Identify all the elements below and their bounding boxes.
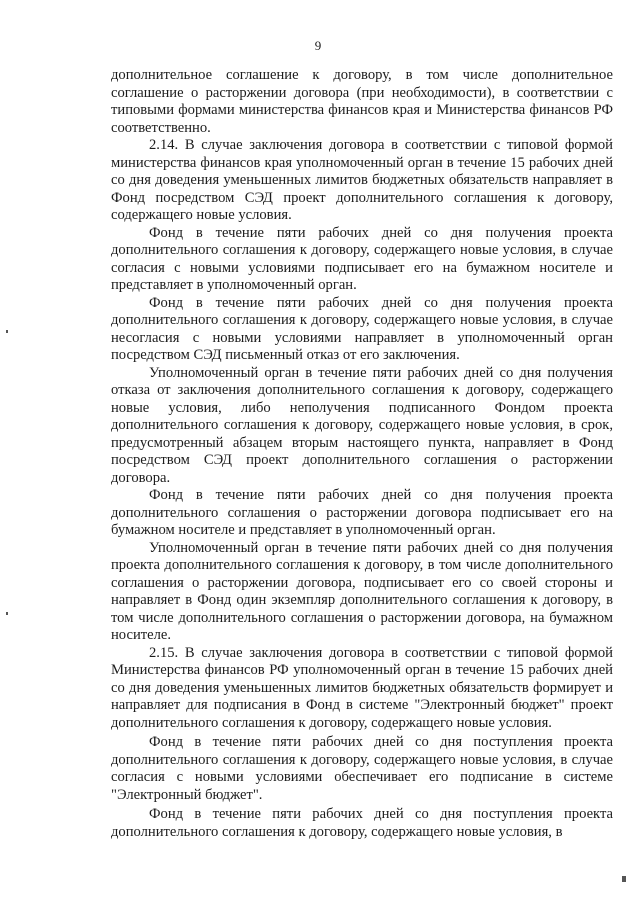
page-number: 9 <box>314 38 322 53</box>
document-body <box>111 67 613 841</box>
scan-artifact-right-bottom <box>622 876 626 882</box>
paragraph-2-15: 2.15. В случае заключения договора в соответствии с типовой формой Министерства финансов РФ уполномоченный орган в течение 15 рабочих дней со дня доведения уменьшенных лимитов бюджетных обязательств формирует и направляет для подписания в Фонд в системе "Электронный бюджет" проект дополнительного соглашения к договору, содержащего новые условия. <box>111 644 613 731</box>
scan-artifact-left-top <box>6 330 8 333</box>
paragraph-3: Фонд в течение пяти рабочих дней со дня получения проекта дополнительного соглашения к договору, содержащего новые условия, в случае согласия с новыми условиями подписывает его на бумажном носителе и представляет в уполномоченный орган. <box>111 224 613 293</box>
paragraph-9: Фонд в течение пяти рабочих дней со дня поступления проекта дополнительного соглашения к договору, содержащего новые условия, в случае согласия с новыми условиями обеспечивает его подписание в системе "Электронный бюджет". <box>111 734 613 803</box>
paragraph-1: дополнительное соглашение к договору, в том числе дополнительное соглашение о расторжении договора (при необходимости), в соответствии с типовыми формами министерства финансов края и Министерства финансов РФ соответственно. <box>111 67 613 136</box>
scan-artifact-left-bottom <box>6 612 8 615</box>
paragraph-6: Фонд в течение пяти рабочих дней со дня получения проекта дополнительного соглашения о расторжении договора подписывает его на бумажном носителе и представляет в уполномоченный орган. <box>111 487 613 538</box>
paragraph-7: Уполномоченный орган в течение пяти рабочих дней со дня получения проекта дополнительного соглашения к договору, в том числе дополнительного соглашения о расторжении договора, подписывает его со своей стороны и направляет в Фонд один экземпляр дополнительного соглашения к договору, в том числе дополнительного соглашения о расторжении договора, на бумажном носителе. <box>111 539 613 643</box>
paragraph-4: Фонд в течение пяти рабочих дней со дня получения проекта дополнительного соглашения к договору, содержащего новые условия, в случае несогласия с новыми условиями направляет в уполномоченный орган посредством СЭД письменный отказ от его заключения. <box>111 294 613 363</box>
paragraph-5: Уполномоченный орган в течение пяти рабочих дней со дня получения отказа от заключения дополнительного соглашения к договору, содержащего новые условия, либо неполучения подписанного Фондом проекта дополнительного соглашения к договору, содержащего новые условия, в срок, предусмотренный абзацем вторым настоящего пункта, направляет в Фонд посредством СЭД проект дополнительного соглашения о расторжении договора. <box>111 364 613 486</box>
paragraph-10: Фонд в течение пяти рабочих дней со дня поступления проекта дополнительного соглашения к договору, содержащего новые условия, в <box>111 806 613 840</box>
paragraph-2-14: 2.14. В случае заключения договора в соответствии с типовой формой министерства финансов края уполномоченный орган в течение 15 рабочих дней со дня доведения уменьшенных лимитов бюджетных обязательств направляет в Фонд посредством СЭД проект дополнительного соглашения к договору, содержащего новые условия. <box>111 137 613 223</box>
